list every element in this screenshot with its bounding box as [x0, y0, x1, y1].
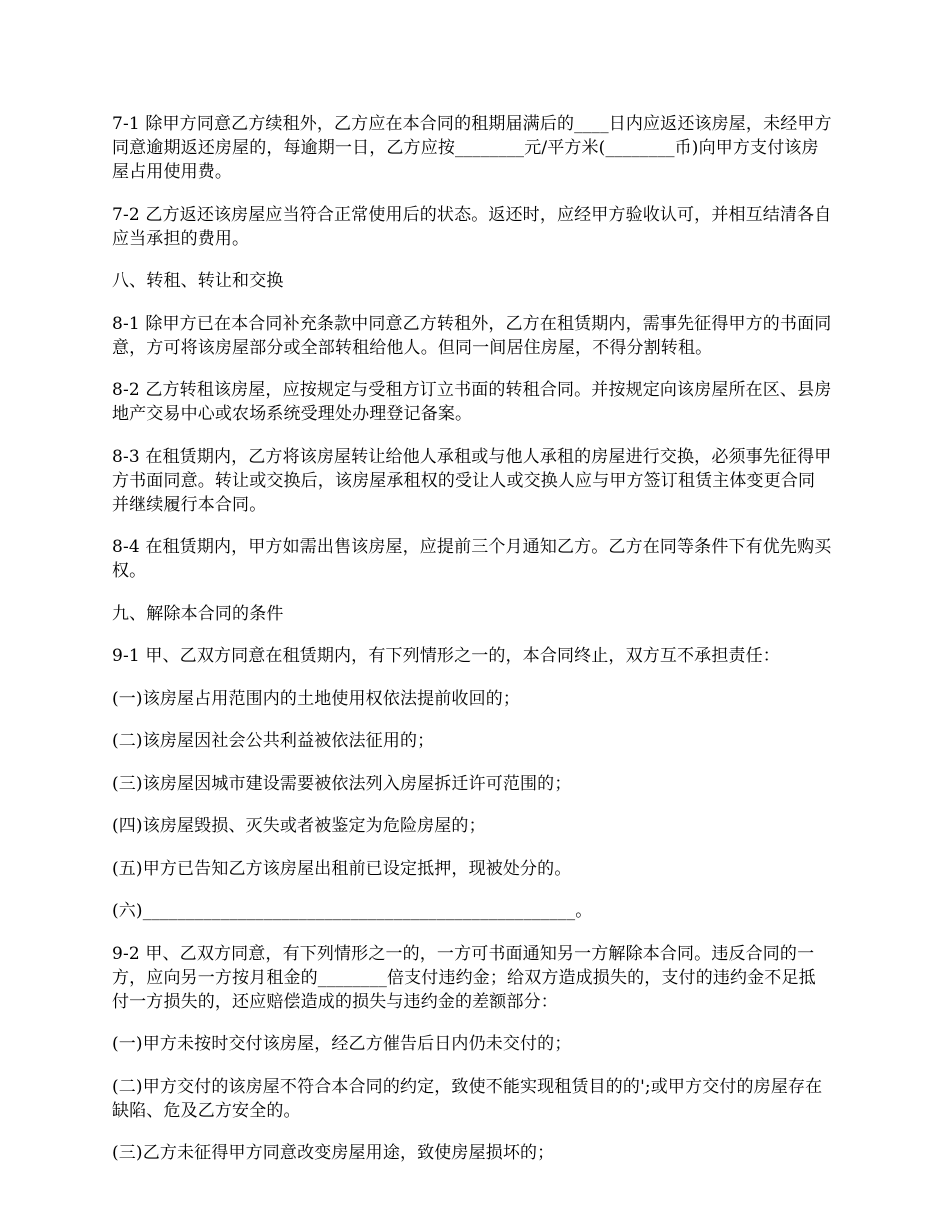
- list-item-9-1-1: (一)该房屋占用范围内的土地使用权依法提前收回的；: [112, 688, 521, 709]
- list-item-9-2-2: (二)甲方交付的该房屋不符合本合同的约定，致使不能实现租赁目的的';或甲方交付的房屋存在缺陷、危及乙方安全的。: [112, 1076, 823, 1121]
- document-page: [112, 112, 832, 1184]
- paragraph-8-3: 8-3 在租赁期内，乙方将该房屋转让给他人承租或与他人承租的房屋进行交换，必须事先征得甲方书面同意。转让或交换后，该房屋承租权的受让人或交换人应与甲方签订租赁主体变更合同并继续履行本合同。: [112, 446, 832, 515]
- paragraph-9-1: 9-1 甲、乙双方同意在租赁期内，有下列情形之一的，本合同终止，双方互不承担责任：: [112, 646, 780, 666]
- paragraph-7-1: 7-1 除甲方同意乙方续租外，乙方应在本合同的租期届满后的____日内应返还该房屋，未经甲方同意逾期返还房屋的，每逾期一日，乙方应按________元/平方米(________币)向甲方支付该房屋占用使用费。: [112, 114, 832, 182]
- list-item-9-1-6: (六)__________________________________________________。: [112, 901, 593, 921]
- paragraph-7-2: 7-2 乙方返还该房屋应当符合正常使用后的状态。返还时，应经甲方验收认可，并相互结清各自应当承担的费用。: [112, 204, 832, 249]
- list-item-9-1-4: (四)该房屋毁损、灭失或者被鉴定为危险房屋的；: [112, 816, 486, 836]
- paragraph-8-4: 8-4 在租赁期内，甲方如需出售该房屋，应提前三个月通知乙方。乙方在同等条件下有优先购买权。: [112, 537, 832, 581]
- list-item-9-1-2: (二)该房屋因社会公共利益被依法征用的；: [112, 731, 435, 751]
- section-heading-8: 八、转租、转让和交换: [112, 271, 284, 291]
- list-item-9-2-3: (三)乙方未征得甲方同意改变房屋用途，致使房屋损坏的；: [112, 1143, 555, 1163]
- list-item-9-2-1: (一)甲方未按时交付该房屋，经乙方催告后日内仍未交付的；: [112, 1034, 572, 1054]
- paragraph-8-1: 8-1 除甲方已在本合同补充条款中同意乙方转租外，乙方在租赁期内，需事先征得甲方的书面同意，方可将该房屋部分或全部转租给他人。但同一间居住房屋，不得分割转租。: [112, 313, 832, 358]
- paragraph-9-2: 9-2 甲、乙双方同意，有下列情形之一的，一方可书面通知另一方解除本合同。违反合同的一方，应向另一方按月租金的________倍支付违约金；给双方造成损失的，支付的违约金不足抵付一方损失的，还应赔偿造成的损失与违约金的差额部分：: [112, 943, 816, 1012]
- list-item-9-1-5: (五)甲方已告知乙方该房屋出租前已设定抵押，现被处分的。: [112, 858, 572, 879]
- list-item-9-1-3: (三)该房屋因城市建设需要被依法列入房屋拆迁许可范围的；: [112, 773, 572, 794]
- section-heading-9: 九、解除本合同的条件: [112, 603, 284, 624]
- paragraph-8-2: 8-2 乙方转租该房屋，应按规定与受租方订立书面的转租合同。并按规定向该房屋所在区、县房地产交易中心或农场系统受理处办理登记备案。: [112, 380, 832, 424]
